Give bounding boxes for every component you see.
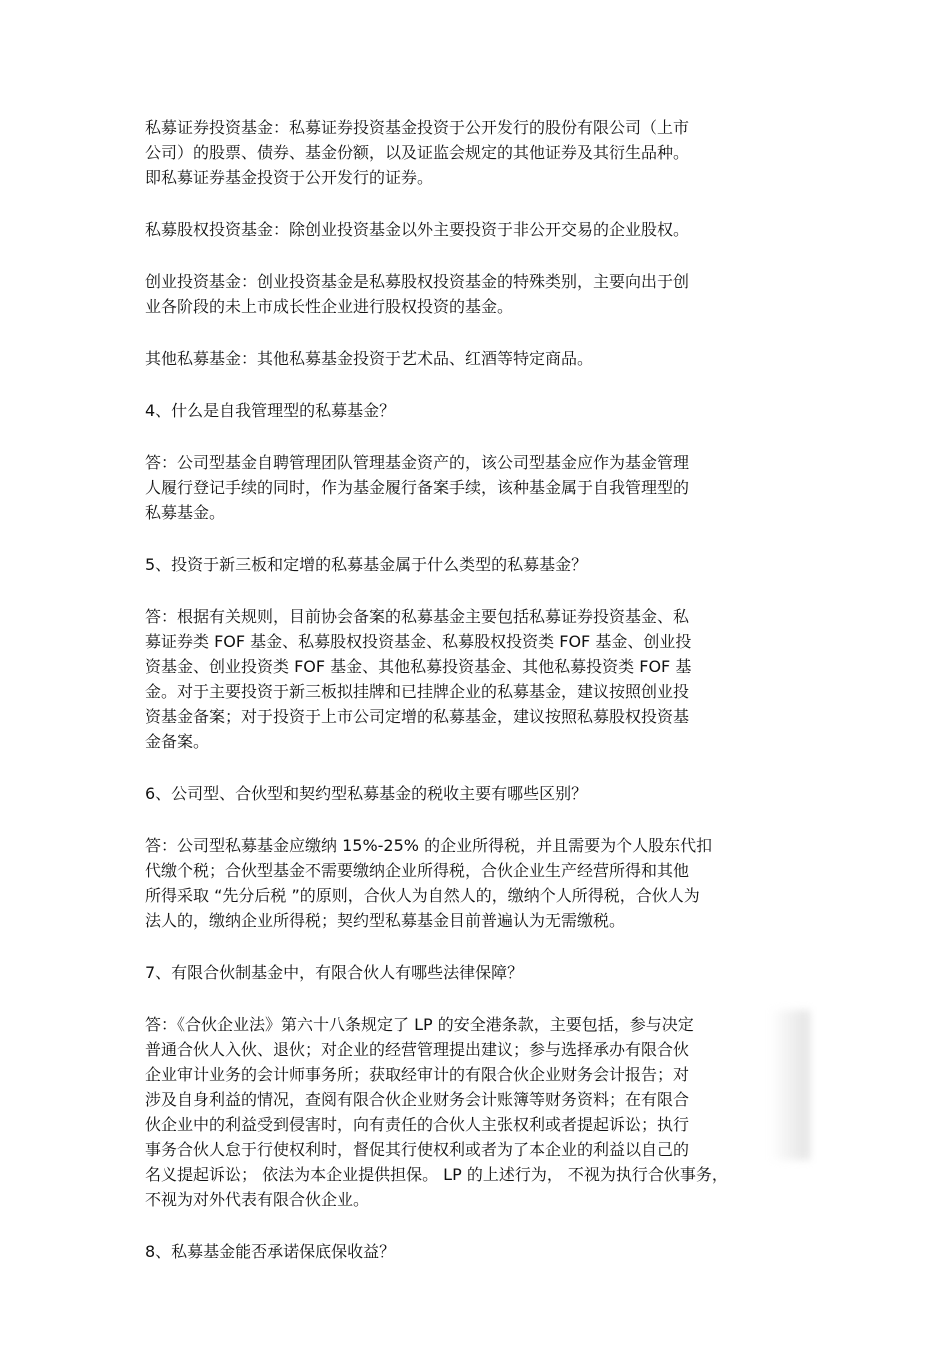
- text-line: 金。对于主要投资于新三板拟挂牌和已挂牌企业的私募基金，建议按照创业投: [145, 682, 690, 701]
- text-line: 即私募证券基金投资于公开发行的证券。: [145, 168, 434, 187]
- text-line: 私募证券投资基金：私募证券投资基金投资于公开发行的股份有限公司（上市: [145, 118, 690, 137]
- text-line: 不视为对外代表有限合伙企业。: [145, 1190, 370, 1209]
- text-line: 募证券类 FOF 基金、私募股权投资基金、私募股权投资类 FOF 基金、创业投: [145, 632, 692, 651]
- text-line: 伙企业中的利益受到侵害时，向有责任的合伙人主张权利或者提起诉讼；执行: [145, 1115, 690, 1134]
- paragraph: [145, 217, 815, 242]
- text-line: 私募股权投资基金：除创业投资基金以外主要投资于非公开交易的企业股权。: [145, 220, 690, 239]
- text-line: 7、有限合伙制基金中，有限合伙人有哪些法律保障？: [145, 963, 524, 982]
- text-line: 6、公司型、合伙型和契约型私募基金的税收主要有哪些区别？: [145, 784, 588, 803]
- paragraph: [145, 833, 815, 933]
- text-line: 资基金备案；对于投资于上市公司定增的私募基金，建议按照私募股权投资基: [145, 707, 690, 726]
- text-line: 5、投资于新三板和定增的私募基金属于什么类型的私募基金？: [145, 555, 588, 574]
- text-line: 涉及自身利益的情况，查阅有限合伙企业财务会计账簿等财务资料；在有限合: [145, 1090, 690, 1109]
- text-line: 企业审计业务的会计师事务所；获取经审计的有限合伙企业财务会计报告；对: [145, 1065, 690, 1084]
- paragraph: [145, 1012, 815, 1212]
- paragraph: [145, 604, 815, 754]
- paragraph: [145, 346, 815, 371]
- text-line: 名义提起诉讼； 依法为本企业提供担保。 LP 的上述行为， 不视为执行合伙事务，: [145, 1165, 728, 1184]
- paragraph: [145, 1239, 815, 1264]
- text-line: 业各阶段的未上市成长性企业进行股权投资的基金。: [145, 297, 514, 316]
- paragraph: [145, 115, 815, 190]
- paragraph: [145, 960, 815, 985]
- paragraph: [145, 552, 815, 577]
- text-line: 答：《合伙企业法》第六十八条规定了 LP 的安全港条款，主要包括，参与决定: [145, 1015, 694, 1034]
- text-line: 答：根据有关规则，目前协会备案的私募基金主要包括私募证券投资基金、私: [145, 607, 690, 626]
- text-line: 法人的，缴纳企业所得税；契约型私募基金目前普遍认为无需缴税。: [145, 911, 626, 930]
- paragraph: [145, 781, 815, 806]
- text-line: 创业投资基金：创业投资基金是私募股权投资基金的特殊类别，主要向出于创: [145, 272, 690, 291]
- paragraph: [145, 269, 815, 319]
- text-line: 答：公司型基金自聘管理团队管理基金资产的，该公司型基金应作为基金管理: [145, 453, 690, 472]
- text-line: 人履行登记手续的同时，作为基金履行备案手续，该种基金属于自我管理型的: [145, 478, 690, 497]
- text-line: 普通合伙人入伙、退伙；对企业的经营管理提出建议；参与选择承办有限合伙: [145, 1040, 690, 1059]
- text-line: 其他私募基金：其他私募基金投资于艺术品、红酒等特定商品。: [145, 349, 594, 368]
- text-line: 公司）的股票、债券、基金份额，以及证监会规定的其他证券及其衍生品种。: [145, 143, 690, 162]
- text-line: 4、什么是自我管理型的私募基金？: [145, 401, 396, 420]
- text-line: 所得采取 “先分后税 ”的原则，合伙人为自然人的，缴纳个人所得税，合伙人为: [145, 886, 700, 905]
- paragraph: [145, 450, 815, 525]
- text-line: 事务合伙人怠于行使权利时，督促其行使权利或者为了本企业的利益以自己的: [145, 1140, 690, 1159]
- text-line: 答：公司型私募基金应缴纳 15%-25% 的企业所得税，并且需要为个人股东代扣: [145, 836, 713, 855]
- text-line: 8、私募基金能否承诺保底保收益？: [145, 1242, 396, 1261]
- text-line: 私募基金。: [145, 503, 226, 522]
- text-line: 金备案。: [145, 732, 210, 751]
- text-line: 资基金、创业投资类 FOF 基金、其他私募投资基金、其他私募投资类 FOF 基: [145, 657, 692, 676]
- paragraph: [145, 398, 815, 423]
- document-body: [145, 115, 815, 1291]
- text-line: 代缴个税；合伙型基金不需要缴纳企业所得税，合伙企业生产经营所得和其他: [145, 861, 690, 880]
